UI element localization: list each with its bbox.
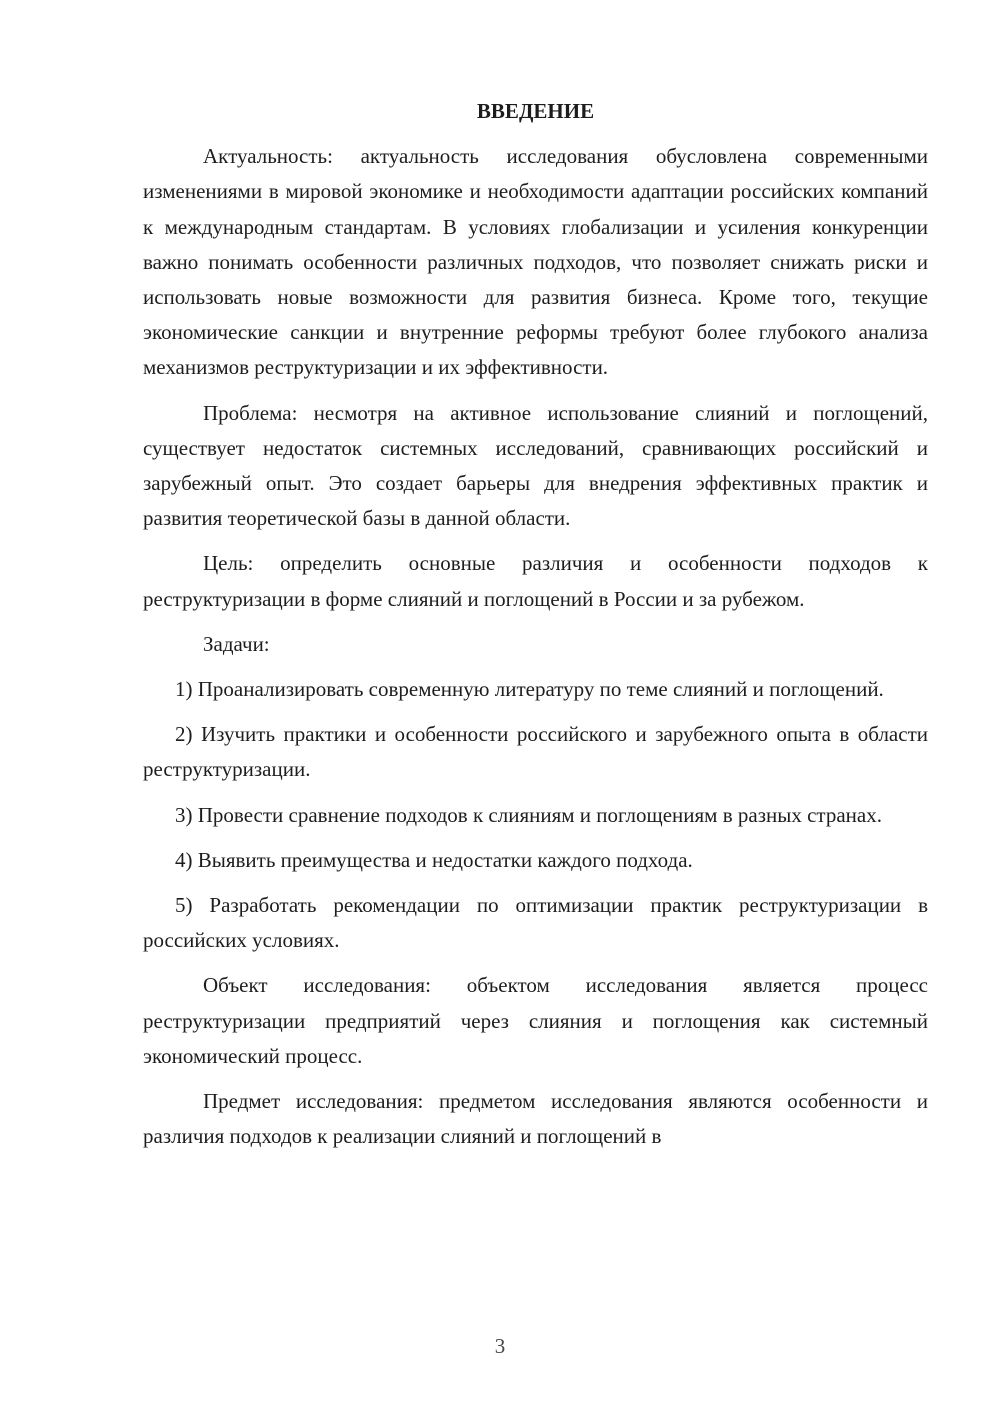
paragraph-relevance: Актуальность: актуальность исследования обусловлена современными изменениями в мировой экономике и необходимости адаптации российских компаний к международным стандартам. В условиях глобализации и усиления конкуренции важно понимать особенности различных подходов, что позволяет снижать риски и использовать новые возможности для развития бизнеса. Кроме того, текущие экономические санкции и внутренние реформы требуют более глубокого анализа механизмов реструктуризации и их эффективности.	[143, 144, 928, 380]
task-item-4: 4) Выявить преимущества и недостатки каждого подхода.	[175, 847, 693, 872]
paragraph-problem: Проблема: несмотря на активное использование слияний и поглощений, существует недостаток системных исследований, сравнивающих российский и зарубежный опыт. Это создает барьеры для внедрения эффективных практик и развития теоретической базы в данной области.	[143, 400, 928, 531]
task-item-5: 5) Разработать рекомендации по оптимизации практик реструктуризации в российских условиях.	[143, 893, 928, 953]
paragraph-subject: Предмет исследования: предметом исследования являются особенности и различия подходов к реализации слияний и поглощений в	[143, 1089, 928, 1149]
task-item-3: 3) Провести сравнение подходов к слияниям и поглощениям в разных странах.	[175, 802, 882, 827]
task-item-1: 1) Проанализировать современную литературу по теме слияний и поглощений.	[175, 677, 884, 702]
task-item-2: 2) Изучить практики и особенности российского и зарубежного опыта в области реструктуризации.	[143, 722, 928, 782]
document-title: ВВЕДЕНИЕ	[476, 99, 595, 123]
paragraph-object: Объект исследования: объектом исследования является процесс реструктуризации предприятий через слияния и поглощения как системный экономический процесс.	[143, 973, 928, 1068]
paragraph-goal: Цель: определить основные различия и особенности подходов к реструктуризации в форме слияний и поглощений в России и за рубежом.	[143, 551, 928, 611]
document-page	[143, 94, 928, 1164]
tasks-heading: Задачи:	[203, 631, 270, 656]
page-number: 3	[494, 1334, 506, 1358]
